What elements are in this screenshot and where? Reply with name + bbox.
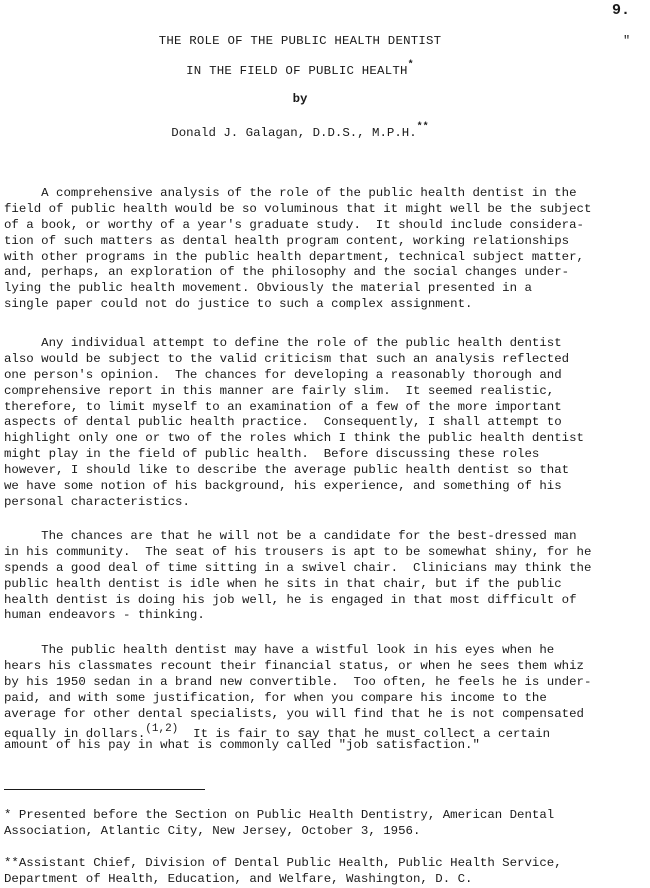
paragraph-line: The public health dentist may have a wistful look in his eyes when he: [4, 643, 555, 657]
page-number: 9.: [612, 2, 631, 19]
paragraph-line: one person's opinion. The chances for developing a reasonably thorough and: [4, 367, 562, 382]
footnote-1: [4, 808, 646, 840]
paragraph-line: average for other dental specialists, you will find that he is not compensated: [4, 706, 584, 721]
paragraph-line: however, I should like to describe the average public health dentist so that: [4, 463, 570, 478]
title-line-1: THE ROLE OF THE PUBLIC HEALTH DENTIST: [158, 34, 442, 48]
paragraph-line: tion of such matters as dental health program content, working relationships: [4, 233, 570, 248]
corner-mark: ": [623, 34, 631, 48]
paragraph-line: amount of his pay in what is commonly called "job satisfaction.": [4, 738, 480, 753]
paragraph-line: with other programs in the public health department, technical subject matter,: [4, 249, 584, 264]
paragraph-line: Any individual attempt to define the role of the public health dentist: [4, 336, 562, 350]
paragraph-2: [4, 336, 646, 511]
paragraph-line: spends a good deal of time sitting in a swivel chair. Clinicians may think the: [4, 560, 592, 575]
paragraph-line: The chances are that he will not be a candidate for the best-dressed man: [4, 529, 577, 543]
paragraph-line: personal characteristics.: [4, 494, 190, 509]
paragraph-line: paid, and with some justification, for when you compare his income to the: [4, 690, 547, 705]
author-line: [0, 122, 600, 140]
paragraph-line: hears his classmates recount their financial status, or when he sees them whiz: [4, 658, 584, 673]
paragraph-line: highlight only one or two of the roles which I think the public health dentist: [4, 431, 584, 446]
paragraph-line: therefore, to limit myself to an examination of a few of the more important: [4, 399, 562, 414]
paragraph-line-start: equally in dollars.: [4, 727, 146, 742]
paragraph-line: also would be subject to the valid criticism that such an analysis reflected: [4, 351, 570, 366]
paragraph-line: single paper could not do justice to such a complex assignment.: [4, 297, 473, 312]
paragraph-1: [4, 186, 646, 313]
paragraph-line: aspects of dental public health practice. Consequently, I shall attempt to: [4, 415, 562, 430]
paragraph-line: in his community. The seat of his trousers is apt to be somewhat shiny, for he: [4, 544, 592, 559]
author-footnote-mark: **: [416, 122, 429, 133]
paragraph-line-with-reference: [4, 722, 646, 742]
footnote-line: **Assistant Chief, Division of Dental Public Health, Public Health Service,: [4, 856, 562, 870]
paragraph-line: field of public health would be so voluminous that it might well be the subject: [4, 201, 592, 216]
paragraph-line: we have some notion of his background, his experience, and something of his: [4, 479, 562, 494]
paragraph-line: might play in the field of public health. Before discussing these roles: [4, 447, 540, 462]
paragraph-3: [4, 529, 646, 624]
paragraph-line: and, perhaps, an exploration of the philosophy and the social changes under-: [4, 265, 570, 280]
paragraph-line: human endeavors - thinking.: [4, 608, 205, 623]
footnote-2: [4, 856, 646, 888]
paragraph-line: lying the public health movement. Obviously the material presented in a: [4, 281, 532, 296]
title-line-2-text: IN THE FIELD OF PUBLIC HEALTH: [186, 64, 408, 78]
paragraph-line: by his 1950 sedan in a brand new convertible. Too often, he feels he is under-: [4, 674, 592, 689]
paragraph-line: A comprehensive analysis of the role of the public health dentist in the: [4, 186, 577, 200]
footnote-divider: [4, 789, 205, 790]
reference-marker: (1,2): [145, 723, 179, 736]
footnote-line: Association, Atlantic City, New Jersey, October 3, 1956.: [4, 823, 421, 838]
title-footnote-mark: *: [407, 60, 414, 71]
paragraph-4: [4, 643, 646, 754]
author-name: Donald J. Galagan, D.D.S., M.P.H.: [171, 126, 417, 140]
footnote-line: * Presented before the Section on Public Health Dentistry, American Dental: [4, 808, 555, 822]
paragraph-line: comprehensive report in this manner are fairly slim. It seemed realistic,: [4, 383, 555, 398]
title-line-2: [0, 60, 600, 78]
footnote-line: Department of Health, Education, and Welfare, Washington, D. C.: [4, 871, 473, 886]
paragraph-line: health dentist is doing his job well, he is engaged in that most difficult of: [4, 592, 577, 607]
paragraph-line: public health dentist is idle when he sits in that chair, but if the public: [4, 576, 562, 591]
paragraph-line: of a book, or worthy of a year's graduate study. It should include considera-: [4, 217, 584, 232]
byline: by: [292, 92, 308, 106]
paragraph-line-end: It is fair to say that he must collect a certain: [178, 727, 551, 742]
